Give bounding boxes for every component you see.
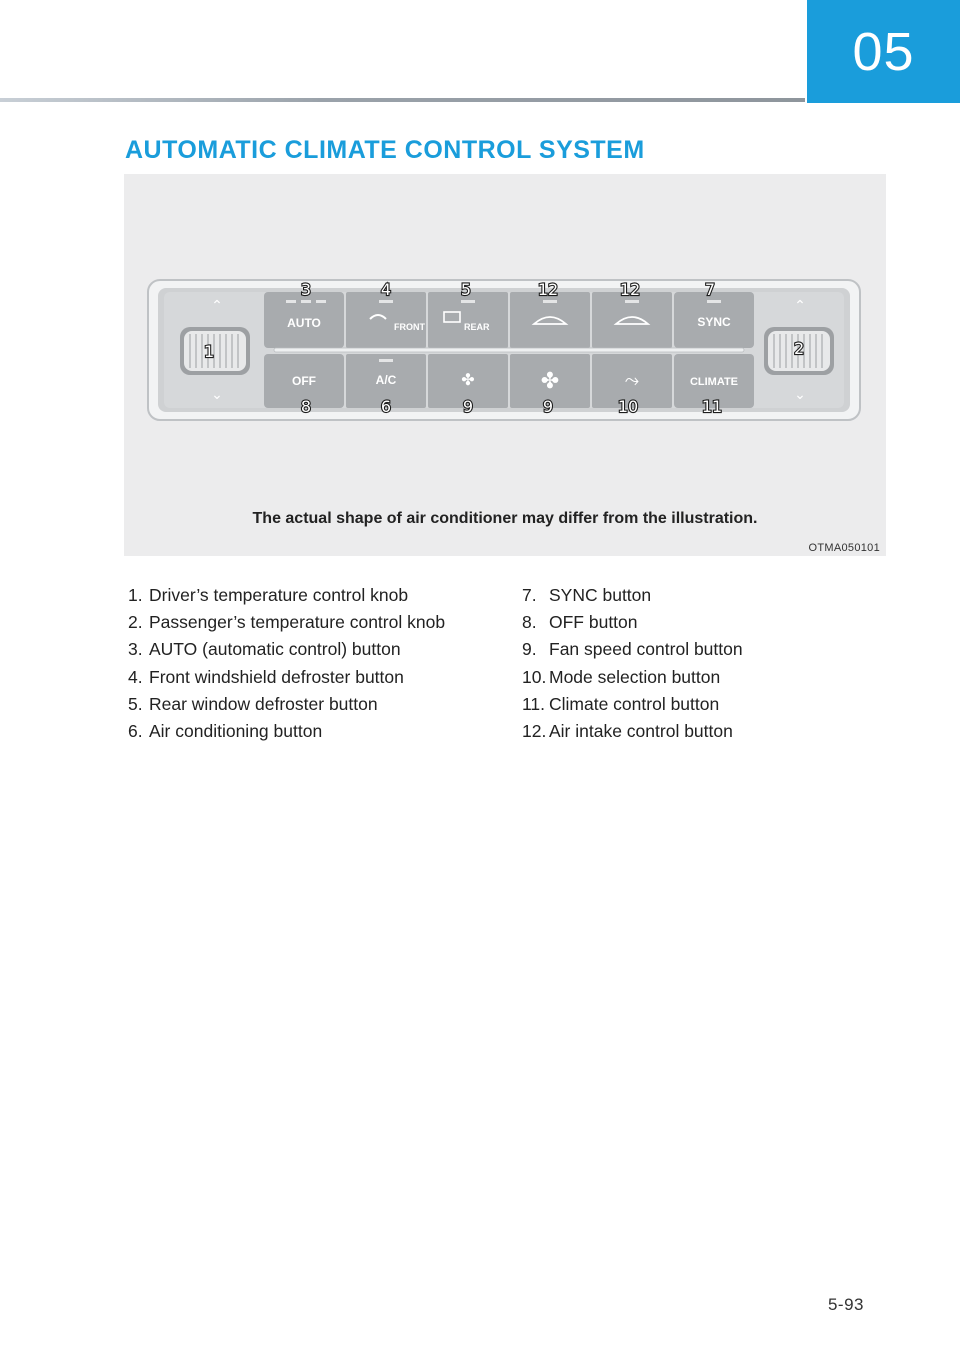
legend-text: Air intake control button <box>549 721 733 742</box>
legend-item <box>128 718 445 745</box>
legend-left <box>128 582 445 745</box>
chevron-down-icon: ⌄ <box>211 387 223 403</box>
legend-text: Passenger’s temperature control knob <box>149 612 446 633</box>
page-number: 5-93 <box>827 1295 864 1314</box>
legend-item <box>128 582 445 609</box>
figure-code: OTMA050101 <box>808 542 880 554</box>
ac-button-label: A/C <box>375 373 397 387</box>
legend-num: 8. <box>522 612 537 633</box>
legend-num: 1. <box>128 585 143 605</box>
legend-num: 5. <box>128 693 143 714</box>
legend-text: Climate control button <box>549 693 720 714</box>
callout-2: 2 <box>794 339 805 358</box>
figure-caption: The actual shape of air conditioner may differ from the illustration. <box>252 510 758 527</box>
legend-text: AUTO (automatic control) button <box>149 639 401 660</box>
callout-5: 5 <box>460 280 472 299</box>
legend-num: 3. <box>128 639 143 660</box>
climate-button-label: CLIMATE <box>689 376 739 388</box>
sync-button-label: SYNC <box>697 315 731 329</box>
legend-text: Driver’s temperature control knob <box>149 585 409 605</box>
legend-num: 6. <box>128 721 143 742</box>
legend-item <box>128 664 445 691</box>
climate-panel-illustration <box>124 174 886 556</box>
callout-4: 4 <box>380 280 392 299</box>
legend-num: 4. <box>128 666 143 687</box>
legend-item <box>128 691 445 718</box>
chevron-up-icon: ⌃ <box>794 298 806 314</box>
fan-low-icon: ✤ <box>461 370 475 389</box>
legend-item <box>128 636 445 663</box>
chapter-tab: 05 <box>807 0 960 103</box>
callout-6: 6 <box>380 397 392 416</box>
legend-item <box>522 609 743 636</box>
legend-text: Mode selection button <box>549 666 721 687</box>
legend-item <box>522 718 743 745</box>
callout-9b: 9 <box>542 397 554 416</box>
callout-10: 10 <box>617 397 639 416</box>
legend-text: OFF button <box>549 612 638 633</box>
fan-high-icon: ✤ <box>540 369 560 394</box>
callout-8: 8 <box>300 397 312 416</box>
callout-12a: 12 <box>537 280 559 299</box>
front-button-label: FRONT <box>394 322 425 332</box>
callout-12b: 12 <box>619 280 641 299</box>
legend-num: 12. <box>522 721 547 742</box>
legend-text: Rear window defroster button <box>149 693 378 714</box>
legend-text: Fan speed control button <box>549 639 743 660</box>
legend-num: 10. <box>522 666 547 687</box>
climate-panel-figure <box>124 174 886 556</box>
legend-item <box>522 582 743 609</box>
legend-text: Air conditioning button <box>149 721 323 742</box>
legend-text: Front windshield defroster button <box>149 666 404 687</box>
legend-item <box>522 636 743 663</box>
legend-num: 9. <box>522 639 537 660</box>
auto-button-label: AUTO <box>287 316 321 330</box>
rear-button-label: REAR <box>464 322 490 332</box>
mode-icon: ⤳ <box>624 370 640 391</box>
callout-7: 7 <box>704 280 716 299</box>
off-button-label: OFF <box>292 374 316 388</box>
chevron-up-icon: ⌃ <box>211 298 223 314</box>
legend-item <box>522 664 743 691</box>
callout-9a: 9 <box>462 397 474 416</box>
chevron-down-icon: ⌄ <box>794 387 806 403</box>
callout-1: 1 <box>204 342 215 361</box>
legend-num: 2. <box>128 612 143 633</box>
legend-num: 11. <box>522 693 546 714</box>
legend-item <box>522 691 743 718</box>
callout-11: 11 <box>701 397 723 416</box>
section-title: AUTOMATIC CLIMATE CONTROL SYSTEM <box>125 136 645 164</box>
legend-item <box>128 609 445 636</box>
legend-text: SYNC button <box>549 585 652 605</box>
legend-right <box>522 582 743 745</box>
legend-num: 7. <box>522 585 537 605</box>
header-rule <box>0 98 805 102</box>
callout-3: 3 <box>300 280 312 299</box>
